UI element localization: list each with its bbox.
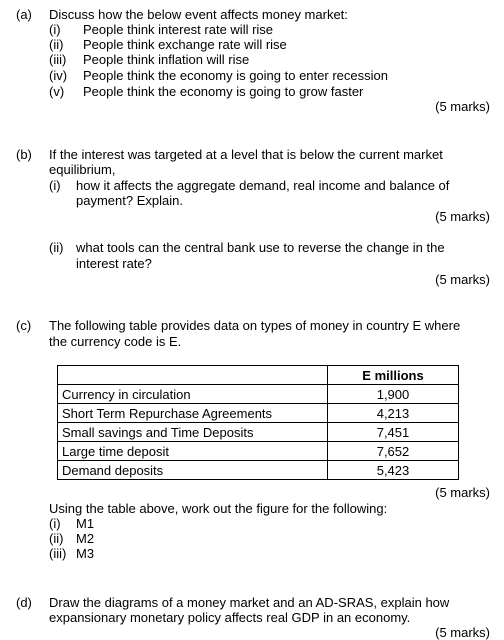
- question-c-item-num: (iii): [49, 546, 67, 561]
- question-c-label: (c): [16, 318, 32, 333]
- question-a-label: (a): [16, 7, 32, 22]
- table-row: [58, 404, 459, 423]
- question-b-ii-num: (ii): [49, 240, 64, 255]
- question-b-i-line2: payment? Explain.: [76, 193, 183, 208]
- question-d-line2: expansionary monetary policy affects real GDP in an economy.: [49, 610, 411, 625]
- question-a-marks: (5 marks): [435, 99, 490, 114]
- table-row: [58, 461, 459, 480]
- table-cell-label: Small savings and Time Deposits: [58, 423, 328, 442]
- table-cell-value: 4,213: [328, 404, 459, 423]
- question-d-marks: (5 marks): [435, 625, 490, 640]
- table-cell-label: Currency in circulation: [58, 385, 328, 404]
- question-a-item-text: People think the economy is going to grow faster: [83, 84, 364, 99]
- question-c-intro-line2: the currency code is E.: [49, 334, 182, 349]
- table-cell-value: 7,652: [328, 442, 459, 461]
- question-a-item-num: (iv): [49, 68, 68, 83]
- question-a-item-num: (iii): [49, 52, 67, 67]
- table-cell-value: 1,900: [328, 385, 459, 404]
- question-b-i-num: (i): [49, 178, 61, 193]
- question-c-item-num: (i): [49, 516, 61, 531]
- question-c-item-text: M1: [76, 516, 95, 531]
- table-header-row: [58, 366, 459, 385]
- question-c-item-text: M2: [76, 531, 95, 546]
- question-a-item-text: People think exchange rate will rise: [83, 37, 287, 52]
- table-cell-value: 5,423: [328, 461, 459, 480]
- question-d-label: (d): [16, 595, 32, 610]
- question-a-item-num: (ii): [49, 37, 64, 52]
- table-cell-label: Large time deposit: [58, 442, 328, 461]
- table-cell-label: Demand deposits: [58, 461, 328, 480]
- question-a-item-text: People think the economy is going to enter recession: [83, 68, 388, 83]
- question-c-item-num: (ii): [49, 531, 64, 546]
- question-b-intro-line1: If the interest was targeted at a level that is below the current market: [49, 147, 443, 162]
- table-cell-value: 7,451: [328, 423, 459, 442]
- question-a-intro: Discuss how the below event affects money market:: [49, 7, 348, 22]
- question-a-item-num: (v): [49, 84, 65, 99]
- question-c-marks: (5 marks): [435, 485, 490, 500]
- question-b-i-line1: how it affects the aggregate demand, real income and balance of: [76, 178, 450, 193]
- question-a-item-num: (i): [49, 22, 61, 37]
- money-types-table: [57, 365, 459, 480]
- question-b-ii-marks: (5 marks): [435, 272, 490, 287]
- question-b-i-marks: (5 marks): [435, 209, 490, 224]
- table-row: [58, 442, 459, 461]
- question-c-followup: Using the table above, work out the figure for the following:: [49, 501, 388, 516]
- question-a-item-text: People think interest rate will rise: [83, 22, 274, 37]
- table-header-value: E millions: [328, 366, 459, 385]
- table-cell-label: Short Term Repurchase Agreements: [58, 404, 328, 423]
- question-c-intro-line1: The following table provides data on types of money in country E where: [49, 318, 461, 333]
- question-b-ii-line2: interest rate?: [76, 256, 152, 271]
- question-b-label: (b): [16, 147, 32, 162]
- table-row: [58, 423, 459, 442]
- table-row: [58, 385, 459, 404]
- question-d-line1: Draw the diagrams of a money market and an AD-SRAS, explain how: [49, 595, 450, 610]
- table-header-label: [58, 366, 328, 385]
- question-c-item-text: M3: [76, 546, 95, 561]
- question-a-item-text: People think inflation will rise: [83, 52, 250, 67]
- question-b-ii-line1: what tools can the central bank use to reverse the change in the: [76, 240, 445, 255]
- question-b-intro-line2: equilibrium,: [49, 162, 116, 177]
